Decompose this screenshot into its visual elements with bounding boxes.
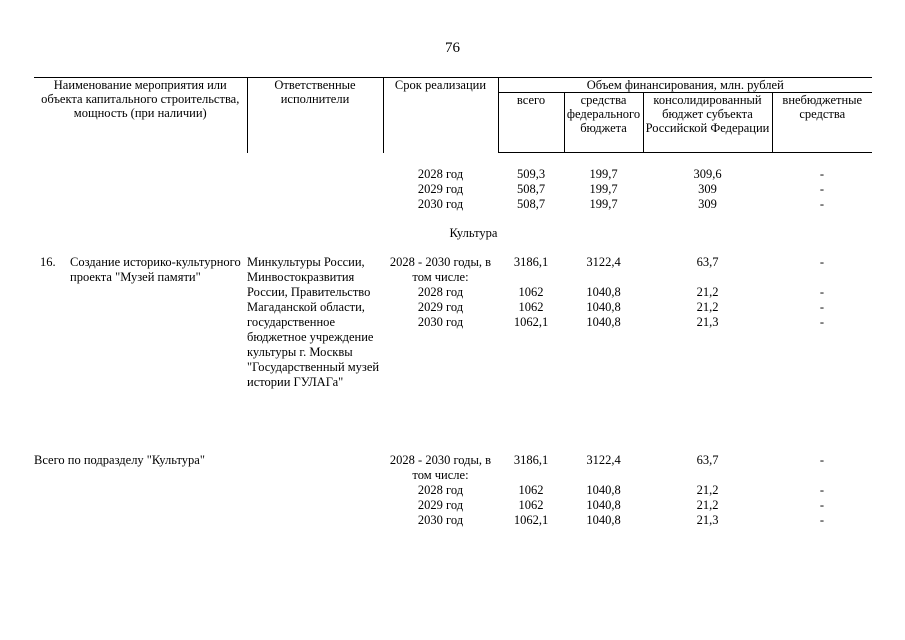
federal-cell: 3122,4 [586,255,621,269]
regional-cell: 309,6 [693,167,722,181]
regional-cell: 63,7 [696,453,719,467]
item-number: 16. [40,255,56,269]
table-row [34,513,872,528]
total-cell: 1062,1 [513,513,549,527]
header-total: всего [498,93,564,153]
table-row [34,255,872,285]
total-cell: 3186,1 [513,255,549,269]
table-row [34,498,872,513]
federal-cell: 3122,4 [586,453,621,467]
total-cell: 508,7 [516,197,546,211]
header-regional: консолидированный бюджет субъекта Российской Федерации [643,93,772,153]
header-name: Наименование мероприятия или объекта капитального строительства, мощность (при наличии) [34,78,247,153]
extra-cell: - [819,197,825,211]
header-executors: Ответственные исполнители [247,78,383,153]
header-period: Срок реализации [383,78,498,153]
total-cell: 509,3 [516,167,546,181]
table-row [34,453,872,483]
total-cell: 3186,1 [513,453,549,467]
extra-cell: - [819,513,825,527]
section-title: Культура [449,226,498,240]
total-cell: 1062 [518,483,544,497]
item-executors: Минкультуры России, Минвостокразвития России, Правительство Магаданской области, государственное бюджетное учреждение культуры г. Москвы "Государственный музей истории ГУЛАГа" [247,255,380,389]
regional-cell: 63,7 [696,255,719,269]
federal-cell: 199,7 [589,197,618,211]
extra-cell: - [819,182,825,196]
federal-cell: 1040,8 [586,285,621,299]
extra-cell: - [819,255,825,269]
extra-cell: - [819,483,825,497]
period-cell: 2028 год [417,167,464,181]
table-row [34,167,872,182]
extra-cell: - [819,300,825,314]
table-row [34,182,872,197]
header-extrabudget: внебюджетные средства [772,93,872,153]
extra-cell: - [819,167,825,181]
extra-cell: - [819,453,825,467]
period-cell: 2030 год [417,513,464,527]
regional-cell: 21,2 [696,483,719,497]
header-federal: средства федерального бюджета [564,93,643,153]
regional-cell: 21,3 [696,513,719,527]
period-cell: 2028 - 2030 годы, в том числе: [389,453,492,482]
subtotal-name: Всего по подразделу "Культура" [34,453,205,467]
financing-table [34,77,872,528]
table-row [34,197,872,212]
total-cell: 1062 [518,498,544,512]
page-number: 76 [445,40,460,56]
period-cell: 2029 год [417,300,464,314]
total-cell: 1062 [518,285,544,299]
federal-cell: 199,7 [589,182,618,196]
period-cell: 2030 год [417,197,464,211]
period-cell: 2029 год [417,498,464,512]
regional-cell: 309 [698,182,717,196]
regional-cell: 21,2 [696,285,719,299]
extra-cell: - [819,315,825,329]
federal-cell: 199,7 [589,167,618,181]
period-cell: 2030 год [417,315,464,329]
item-16-name-cell [34,255,247,439]
federal-cell: 1040,8 [586,483,621,497]
regional-cell: 21,3 [696,315,719,329]
period-cell: 2029 год [417,182,464,196]
federal-cell: 1040,8 [586,300,621,314]
federal-cell: 1040,8 [586,498,621,512]
table-row [34,483,872,498]
regional-cell: 21,2 [696,300,719,314]
period-cell: 2028 год [417,483,464,497]
federal-cell: 1040,8 [586,513,621,527]
extra-cell: - [819,285,825,299]
period-cell: 2028 год [417,285,464,299]
period-cell: 2028 - 2030 годы, в том числе: [389,255,492,284]
total-cell: 1062,1 [513,315,549,329]
regional-cell: 309 [698,197,717,211]
header-financing-group: Объем финансирования, млн. рублей [498,78,872,93]
federal-cell: 1040,8 [586,315,621,329]
total-cell: 508,7 [516,182,546,196]
extra-cell: - [819,498,825,512]
item-name: Создание историко-культурного проекта "Музей памяти" [70,255,241,284]
regional-cell: 21,2 [696,498,719,512]
total-cell: 1062 [518,300,544,314]
